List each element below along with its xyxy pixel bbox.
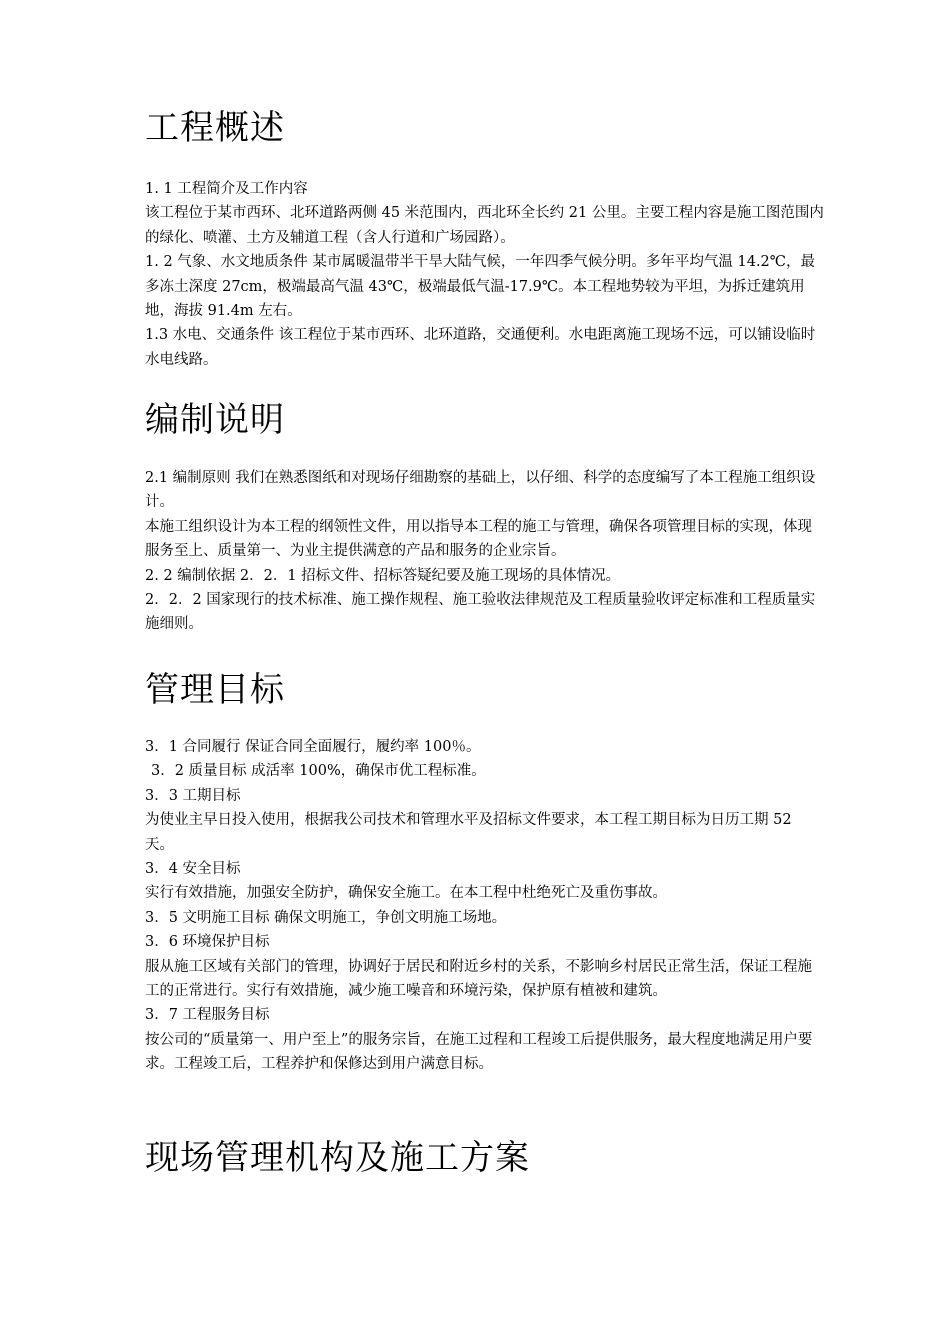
section-site-management [145, 1136, 825, 1180]
paragraph: 本施工组织设计为本工程的纲领性文件，用以指导本工程的施工与管理，确保各项管理目标的实现，体现服务至上、质量第一、为业主提供满意的产品和服务的企业宗旨。 [145, 518, 812, 560]
paragraph: 3．4 安全目标 [145, 861, 241, 878]
paragraph: 1.3 水电、交通条件 该工程位于某市西环、北环道路，交通便利。水电距离施工现场不远，可以铺设临时水电线路。 [145, 327, 816, 368]
section-compilation-notes [145, 398, 825, 637]
paragraph: 3．6 环境保护目标 [145, 934, 270, 951]
section-heading: 工程概述 [145, 108, 285, 148]
paragraph: 为使业主早日投入使用，根据我公司技术和管理水平及招标文件要求，本工程工期目标为日历工期 52 天。 [145, 812, 792, 853]
paragraph: 实行有效措施，加强安全防护，确保安全施工。在本工程中杜绝死亡及重伤事故。 [145, 885, 667, 902]
paragraph: 3．7 工程服务目标 [145, 1007, 270, 1024]
paragraph: 2. 2 编制依据 2．2．1 招标文件、招标答疑纪要及施工现场的具体情况。 [145, 567, 621, 584]
paragraph: 该工程位于某市西环、北环道路两侧 45 米范围内，西北环全长约 21 公里。主要工程内容是施工图范围内的绿化、喷灌、土方及辅道工程（含人行道和广场园路）。 [145, 205, 824, 246]
paragraph: 3．3 工期目标 [145, 787, 241, 804]
section-heading: 编制说明 [145, 400, 285, 440]
paragraph: 按公司的“质量第一、用户至上”的服务宗旨，在施工过程和工程竣工后提供服务，最大程度地满足用户要求。工程竣工后，工程养护和保修达到用户满意目标。 [145, 1031, 813, 1073]
paragraph: 1. 2 气象、水文地质条件 某市属暖温带半干旱大陆气候，一年四季气候分明。多年平均气温 14.2℃，最多冻土深度 27cm，极端最高气温 43℃，极端最低气温-17.9℃。本工程地势较为平坦，为拆迁建筑用地，海拔 91.4m 左右。 [145, 254, 815, 320]
paragraph: 服从施工区域有关部门的管理，协调好于居民和附近乡村的关系，不影响乡村居民正常生活，保证工程施工的正常进行。实行有效措施，减少施工噪音和环境污染，保护原有植被和建筑。 [145, 958, 812, 1000]
paragraph: 3．5 文明施工目标 确保文明施工，争创文明施工场地。 [145, 909, 507, 926]
paragraph: 2．2．2 国家现行的技术标准、施工操作规程、施工验收法律规范及工程质量验收评定标准和工程质量实施细则。 [145, 592, 816, 633]
section-heading: 现场管理机构及施工方案 [145, 1138, 530, 1178]
paragraph: 1. 1 工程简介及工作内容 [145, 181, 308, 197]
paragraph: 3．2 质量目标 成活率 100%，确保市优工程标准。 [151, 763, 486, 780]
paragraph: 3．1 合同履行 保证合同全面履行，履约率 100％。 [145, 739, 481, 755]
paragraph: 2.1 编制原则 我们在熟悉图纸和对现场仔细勘察的基础上，以仔细、科学的态度编写了本工程施工组织设计。 [145, 470, 816, 511]
section-management-goals [145, 668, 825, 1077]
section-heading: 管理目标 [145, 670, 285, 710]
section-project-overview [145, 106, 825, 372]
